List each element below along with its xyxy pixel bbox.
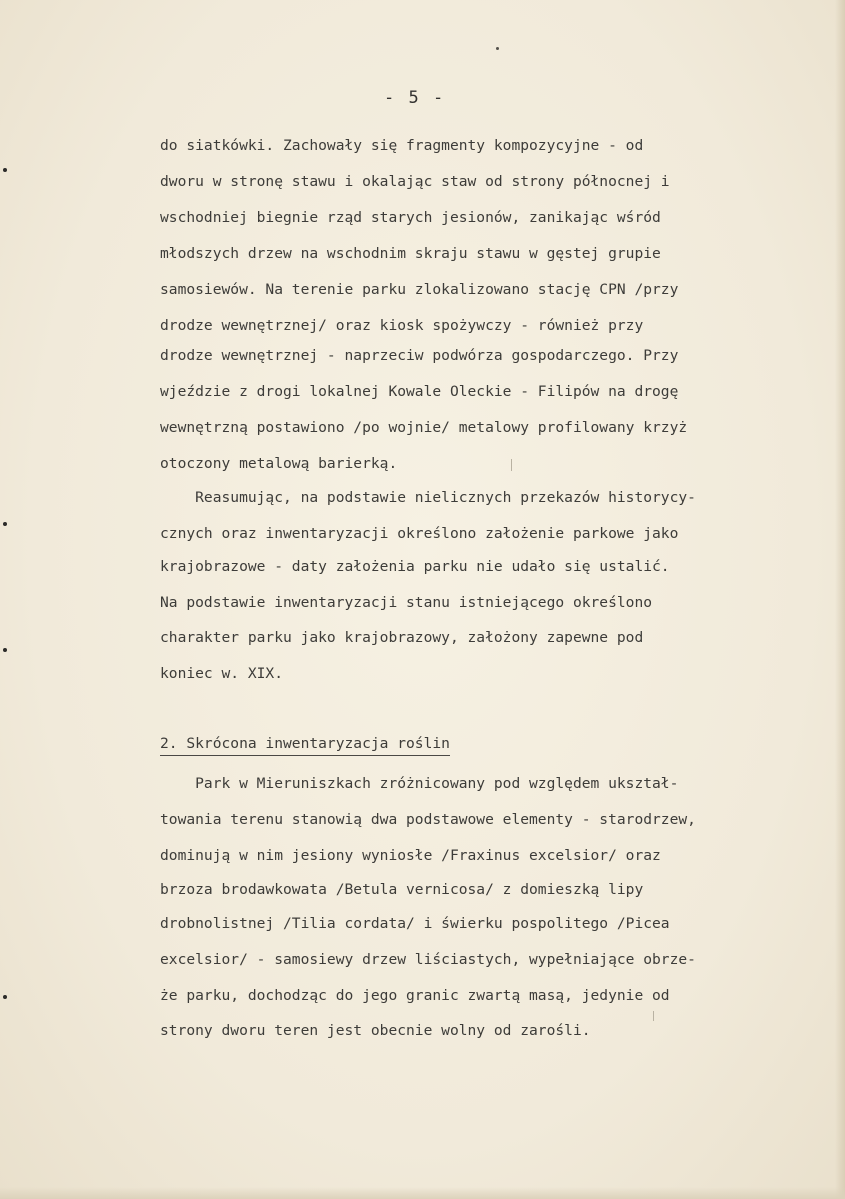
text-line: młodszych drzew na wschodnim skraju stawu w gęstej grupie <box>160 245 661 262</box>
text-line: otoczony metalową barierką. <box>160 455 398 472</box>
text-line: dominują w nim jesiony wyniosłe /Fraxinus excelsior/ oraz <box>160 847 661 864</box>
text-line: strony dworu teren jest obecnie wolny od zarośli. <box>160 1022 591 1039</box>
text-line: drodze wewnętrznej/ oraz kiosk spożywczy - również przy <box>160 317 644 334</box>
text-line: krajobrazowe - daty założenia parku nie udało się ustalić. <box>160 558 670 575</box>
binder-hole-mark <box>3 522 7 526</box>
paper-edge-shadow <box>835 0 845 1199</box>
text-line: dworu w stronę stawu i okalając staw od strony północnej i <box>160 173 670 190</box>
binder-hole-mark <box>3 648 7 652</box>
paper-edge-shadow <box>0 1187 845 1199</box>
text-line: do siatkówki. Zachowały się fragmenty kompozycyjne - od <box>160 137 644 154</box>
pencil-mark <box>653 1011 654 1021</box>
text-line: brzoza brodawkowata /Betula vernicosa/ z domieszką lipy <box>160 881 644 898</box>
text-line: wschodniej biegnie rząd starych jesionów, zanikając wśród <box>160 209 661 226</box>
text-line: że parku, dochodząc do jego granic zwartą masą, jedynie od <box>160 987 670 1004</box>
text-line: excelsior/ - samosiewy drzew liściastych, wypełniające obrze- <box>160 951 696 968</box>
section-heading: 2. Skrócona inwentaryzacja roślin <box>160 734 450 756</box>
text-line: Park w Mieruniszkach zróżnicowany pod względem ukształ- <box>160 775 679 792</box>
pencil-mark <box>511 459 512 471</box>
binder-hole-mark <box>3 168 7 172</box>
text-line: wewnętrzną postawiono /po wojnie/ metalowy profilowany krzyż <box>160 419 688 436</box>
binder-hole-mark <box>3 995 7 999</box>
text-line: drobnolistnej /Tilia cordata/ i świerku pospolitego /Picea <box>160 915 670 932</box>
text-line: Reasumując, na podstawie nielicznych przekazów historycy- <box>160 489 696 506</box>
text-line: wjeździe z drogi lokalnej Kowale Oleckie - Filipów na drogę <box>160 383 679 400</box>
text-line: charakter parku jako krajobrazowy, założony zapewne pod <box>160 629 644 646</box>
text-line: cznych oraz inwentaryzacji określono założenie parkowe jako <box>160 525 679 542</box>
text-line: Na podstawie inwentaryzacji stanu istniejącego określono <box>160 594 653 611</box>
text-line: drodze wewnętrznej - naprzeciw podwórza gospodarczego. Przy <box>160 347 679 364</box>
text-line: koniec w. XIX. <box>160 665 284 682</box>
page-number: - 5 - <box>384 88 446 108</box>
text-line: samosiewów. Na terenie parku zlokalizowano stację CPN /przy <box>160 281 679 298</box>
ink-speck <box>496 47 499 50</box>
text-line: towania terenu stanowią dwa podstawowe elementy - starodrzew, <box>160 811 696 828</box>
